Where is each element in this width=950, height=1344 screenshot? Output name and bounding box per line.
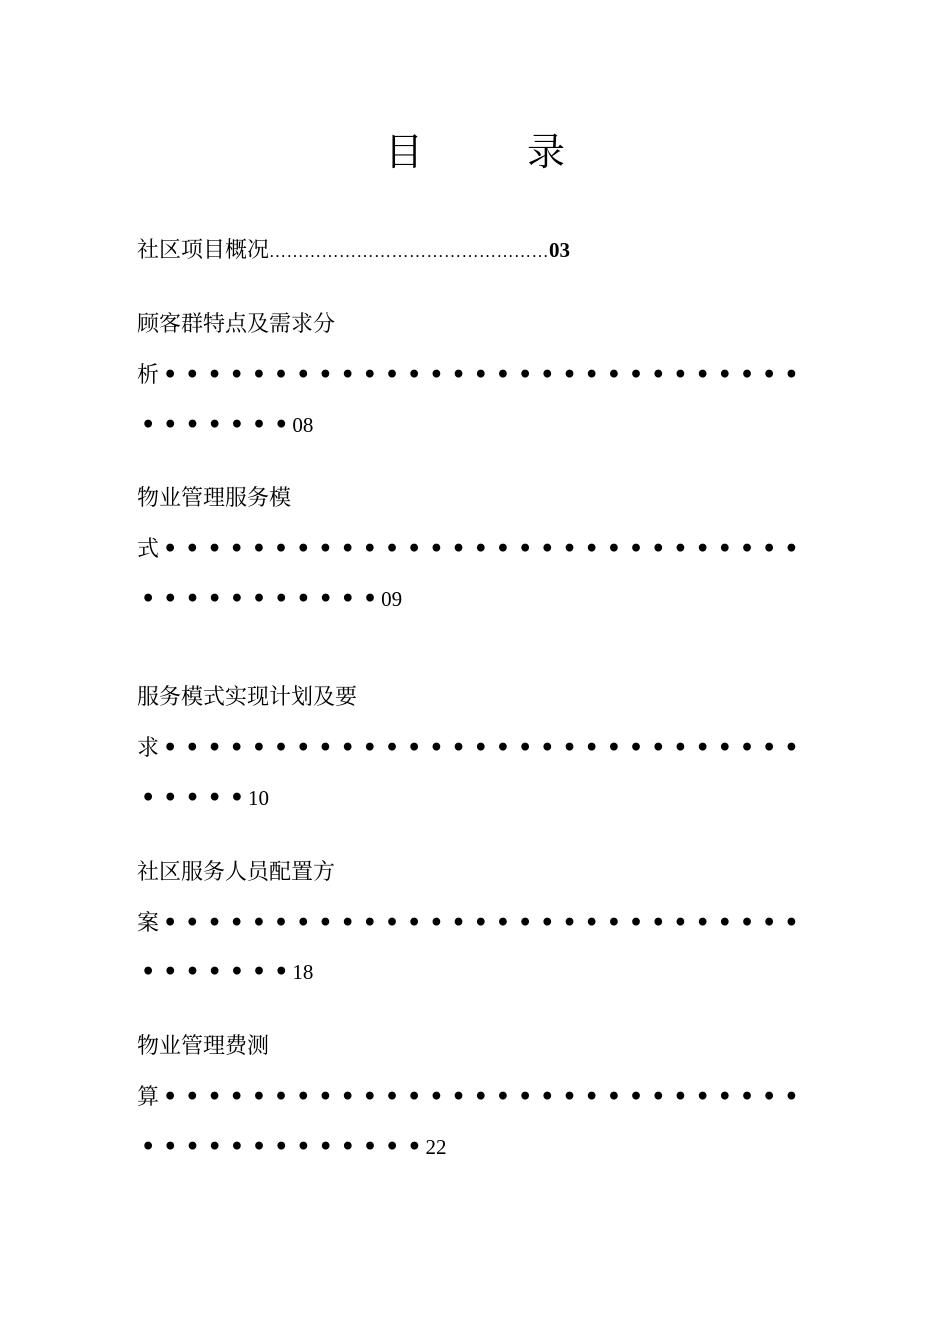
toc-entry-continuation: 求 — [137, 736, 160, 761]
leader-dot: • — [141, 412, 156, 438]
toc-dot-leader — [159, 1085, 802, 1110]
leader-dot: • — [407, 362, 422, 388]
leader-dot: • — [695, 910, 710, 936]
leader-dot: • — [229, 735, 244, 761]
leader-dot: • — [407, 735, 422, 761]
leader-dot: • — [407, 910, 422, 936]
leader-dot: • — [762, 735, 777, 761]
leader-dot: • — [318, 1084, 333, 1110]
leader-dot: • — [651, 1084, 666, 1110]
leader-dot: • — [251, 536, 266, 562]
leader-dot: • — [651, 362, 666, 388]
toc-entry-heading: 社区项目概况 — [137, 238, 270, 263]
toc-title-char-1: 目 — [384, 130, 423, 174]
leader-dot: • — [318, 586, 333, 612]
leader-dot: • — [784, 735, 799, 761]
leader-dot: • — [695, 536, 710, 562]
leader-dot: • — [340, 586, 355, 612]
leader-dot: • — [274, 412, 289, 438]
toc-title-char-2: 录 — [527, 130, 566, 174]
leader-dot: • — [540, 910, 555, 936]
leader-dot: • — [495, 362, 510, 388]
leader-dot: • — [651, 910, 666, 936]
leader-dot: • — [251, 362, 266, 388]
leader-dot: • — [739, 1084, 754, 1110]
leader-dot: • — [384, 362, 399, 388]
toc-page-number: 03 — [549, 238, 571, 262]
leader-dot: • — [562, 536, 577, 562]
leader-dot: • — [296, 735, 311, 761]
leader-dot: • — [318, 536, 333, 562]
toc-entry-4-leader-line — [137, 733, 802, 764]
leader-dot: • — [495, 910, 510, 936]
leader-dot: • — [296, 362, 311, 388]
leader-dot: • — [473, 910, 488, 936]
leader-dot: • — [784, 362, 799, 388]
leader-dot: • — [540, 362, 555, 388]
leader-dot: • — [252, 1134, 267, 1160]
leader-dot: • — [229, 1134, 244, 1160]
leader-dot: • — [340, 735, 355, 761]
leader-dot: • — [673, 536, 688, 562]
leader-dot: • — [451, 362, 466, 388]
leader-dot: • — [584, 735, 599, 761]
leader-dot: • — [296, 536, 311, 562]
leader-dot: • — [695, 1084, 710, 1110]
toc-entry-continuation: 算 — [137, 1085, 160, 1110]
leader-dot: • — [540, 536, 555, 562]
leader-dot: • — [739, 362, 754, 388]
leader-dot: • — [163, 735, 178, 761]
toc-entry-5-heading[interactable]: 社区服务人员配置方 — [137, 860, 336, 885]
leader-dot: • — [606, 536, 621, 562]
toc-dot-leader — [137, 413, 292, 438]
leader-dot: • — [584, 536, 599, 562]
leader-dot: • — [762, 1084, 777, 1110]
leader-dot: • — [784, 1084, 799, 1110]
leader-dot: • — [384, 910, 399, 936]
toc-page-number: 08 — [292, 413, 314, 437]
leader-dot: • — [141, 959, 156, 985]
leader-dot: • — [429, 1084, 444, 1110]
leader-dot: • — [185, 586, 200, 612]
toc-entry-6-heading[interactable]: 物业管理费测 — [137, 1034, 270, 1059]
leader-dot: • — [274, 959, 289, 985]
leader-dot: • — [407, 1134, 422, 1160]
leader-dot: • — [695, 735, 710, 761]
toc-entry-4-page-line — [137, 783, 269, 814]
toc-page-number: 18 — [292, 960, 314, 984]
leader-dot: • — [673, 362, 688, 388]
leader-dot: • — [717, 735, 732, 761]
leader-dot: • — [739, 536, 754, 562]
leader-dot: • — [274, 735, 289, 761]
leader-dot: • — [629, 735, 644, 761]
leader-dot: • — [296, 586, 311, 612]
leader-dot: • — [673, 910, 688, 936]
leader-dot: • — [562, 735, 577, 761]
leader-dot: • — [207, 412, 222, 438]
toc-page-number: 22 — [425, 1135, 447, 1159]
leader-dot: • — [229, 536, 244, 562]
leader-dot: • — [340, 362, 355, 388]
leader-dot: • — [429, 536, 444, 562]
leader-dot: • — [717, 910, 732, 936]
leader-dot: • — [473, 735, 488, 761]
leader-dot: • — [229, 362, 244, 388]
toc-entry-3-page-line — [137, 584, 402, 615]
leader-dot: • — [629, 910, 644, 936]
leader-dot: • — [318, 735, 333, 761]
toc-page-number: 09 — [381, 587, 403, 611]
leader-dot: • — [296, 1134, 311, 1160]
leader-dot: • — [495, 536, 510, 562]
leader-dot: • — [784, 910, 799, 936]
leader-dot: • — [540, 735, 555, 761]
leader-dot: • — [739, 910, 754, 936]
leader-dot: • — [473, 362, 488, 388]
leader-dot: • — [606, 362, 621, 388]
leader-dot: • — [296, 1084, 311, 1110]
leader-dot: • — [185, 1084, 200, 1110]
toc-entry-continuation: 案 — [137, 911, 160, 936]
leader-dot: • — [717, 536, 732, 562]
toc-entry-continuation: 式 — [137, 537, 160, 562]
leader-dot: • — [185, 785, 200, 811]
leader-dot: • — [163, 785, 178, 811]
toc-page-number: 10 — [247, 786, 269, 810]
toc-entry-3-heading[interactable]: 物业管理服务模 — [137, 486, 292, 511]
leader-dot: • — [274, 1134, 289, 1160]
leader-dot: • — [141, 586, 156, 612]
leader-dot: • — [251, 1084, 266, 1110]
leader-dot: • — [384, 735, 399, 761]
leader-dot: • — [495, 1084, 510, 1110]
leader-dot: • — [185, 1134, 200, 1160]
leader-dot: • — [495, 735, 510, 761]
leader-dot: • — [229, 910, 244, 936]
leader-dot: • — [362, 362, 377, 388]
leader-dot: • — [185, 959, 200, 985]
toc-dot-leader — [137, 1135, 425, 1160]
toc-entry-2-page-line — [137, 410, 313, 441]
leader-dot: • — [451, 910, 466, 936]
leader-dot: • — [274, 1084, 289, 1110]
leader-dot: • — [762, 910, 777, 936]
leader-dot: • — [163, 536, 178, 562]
leader-dot: • — [606, 735, 621, 761]
toc-entry-6-page-line — [137, 1132, 446, 1163]
leader-dot: • — [207, 735, 222, 761]
leader-dot: • — [762, 536, 777, 562]
leader-dot: • — [518, 910, 533, 936]
toc-entry-2-heading[interactable]: 顾客群特点及需求分 — [137, 312, 336, 337]
leader-dot: • — [141, 785, 156, 811]
leader-dot: • — [362, 735, 377, 761]
toc-dot-leader — [159, 537, 802, 562]
leader-dot: • — [518, 536, 533, 562]
leader-dot: • — [229, 412, 244, 438]
leader-dot: • — [185, 412, 200, 438]
leader-dot: • — [207, 362, 222, 388]
leader-dot: • — [340, 910, 355, 936]
leader-dot: • — [207, 959, 222, 985]
leader-dot: • — [518, 362, 533, 388]
leader-dot: • — [584, 1084, 599, 1110]
leader-dot: • — [673, 1084, 688, 1110]
leader-dot: • — [251, 910, 266, 936]
toc-entry-5-leader-line — [137, 908, 802, 939]
leader-dot: • — [362, 1134, 377, 1160]
leader-dot: • — [717, 1084, 732, 1110]
leader-dot: • — [429, 910, 444, 936]
leader-dot: • — [207, 1084, 222, 1110]
leader-dot: • — [296, 910, 311, 936]
leader-dot: • — [451, 1084, 466, 1110]
leader-dot: • — [451, 735, 466, 761]
leader-dot: • — [163, 1084, 178, 1110]
leader-dot: • — [629, 362, 644, 388]
toc-entry-5-page-line — [137, 957, 313, 988]
leader-dot: • — [229, 586, 244, 612]
leader-dot: • — [518, 735, 533, 761]
leader-dot: • — [274, 910, 289, 936]
leader-dot: • — [384, 1084, 399, 1110]
toc-dot-leader — [159, 911, 802, 936]
leader-dot: • — [385, 1134, 400, 1160]
leader-dot: • — [163, 1134, 178, 1160]
toc-dot-leader — [137, 786, 248, 811]
leader-dot: • — [473, 536, 488, 562]
leader-dot: • — [562, 910, 577, 936]
leader-dot: • — [407, 536, 422, 562]
leader-dot: • — [739, 735, 754, 761]
leader-dot: • — [362, 910, 377, 936]
leader-dot: • — [362, 1084, 377, 1110]
leader-dot: • — [784, 536, 799, 562]
leader-dot: • — [274, 362, 289, 388]
leader-dot: • — [584, 910, 599, 936]
leader-dot: • — [518, 1084, 533, 1110]
leader-dot: • — [362, 586, 377, 612]
leader-dot: • — [207, 586, 222, 612]
toc-dot-leader — [137, 587, 381, 612]
leader-dot: • — [651, 735, 666, 761]
leader-dot: • — [163, 586, 178, 612]
toc-entry-1[interactable] — [137, 235, 570, 267]
leader-dot: • — [673, 735, 688, 761]
leader-dot: • — [252, 412, 267, 438]
leader-dot: • — [717, 362, 732, 388]
leader-dot: • — [251, 735, 266, 761]
leader-dot: • — [163, 412, 178, 438]
toc-entry-2-leader-line — [137, 360, 802, 391]
leader-dot: • — [229, 959, 244, 985]
leader-dot: • — [163, 362, 178, 388]
leader-dot: • — [207, 910, 222, 936]
leader-dot: • — [318, 910, 333, 936]
leader-dot: • — [762, 362, 777, 388]
leader-dot: • — [185, 362, 200, 388]
leader-dot: • — [252, 586, 267, 612]
leader-dot: • — [429, 362, 444, 388]
leader-dot: • — [185, 910, 200, 936]
leader-dot: • — [141, 1134, 156, 1160]
toc-entry-continuation: 析 — [137, 363, 160, 388]
leader-dot: • — [185, 536, 200, 562]
leader-dot: • — [429, 735, 444, 761]
leader-dot: • — [451, 536, 466, 562]
toc-leader: ………………………………………… — [269, 242, 550, 261]
leader-dot: • — [163, 910, 178, 936]
leader-dot: • — [274, 536, 289, 562]
toc-entry-3-leader-line — [137, 534, 802, 565]
leader-dot: • — [207, 785, 222, 811]
leader-dot: • — [540, 1084, 555, 1110]
leader-dot: • — [584, 362, 599, 388]
leader-dot: • — [695, 362, 710, 388]
leader-dot: • — [362, 536, 377, 562]
leader-dot: • — [229, 1084, 244, 1110]
leader-dot: • — [207, 1134, 222, 1160]
leader-dot: • — [318, 1134, 333, 1160]
leader-dot: • — [629, 1084, 644, 1110]
leader-dot: • — [651, 536, 666, 562]
toc-entry-4-heading[interactable]: 服务模式实现计划及要 — [137, 685, 358, 710]
toc-dot-leader — [137, 960, 292, 985]
leader-dot: • — [252, 959, 267, 985]
leader-dot: • — [340, 1134, 355, 1160]
leader-dot: • — [229, 785, 244, 811]
leader-dot: • — [629, 536, 644, 562]
leader-dot: • — [562, 1084, 577, 1110]
leader-dot: • — [473, 1084, 488, 1110]
toc-entry-6-leader-line — [137, 1082, 802, 1113]
leader-dot: • — [318, 362, 333, 388]
toc-dot-leader — [159, 736, 802, 761]
leader-dot: • — [562, 362, 577, 388]
leader-dot: • — [340, 536, 355, 562]
toc-dot-leader — [159, 363, 802, 388]
leader-dot: • — [340, 1084, 355, 1110]
toc-title — [0, 128, 950, 176]
leader-dot: • — [163, 959, 178, 985]
leader-dot: • — [274, 586, 289, 612]
leader-dot: • — [384, 536, 399, 562]
leader-dot: • — [407, 1084, 422, 1110]
leader-dot: • — [207, 536, 222, 562]
leader-dot: • — [606, 910, 621, 936]
leader-dot: • — [185, 735, 200, 761]
leader-dot: • — [606, 1084, 621, 1110]
